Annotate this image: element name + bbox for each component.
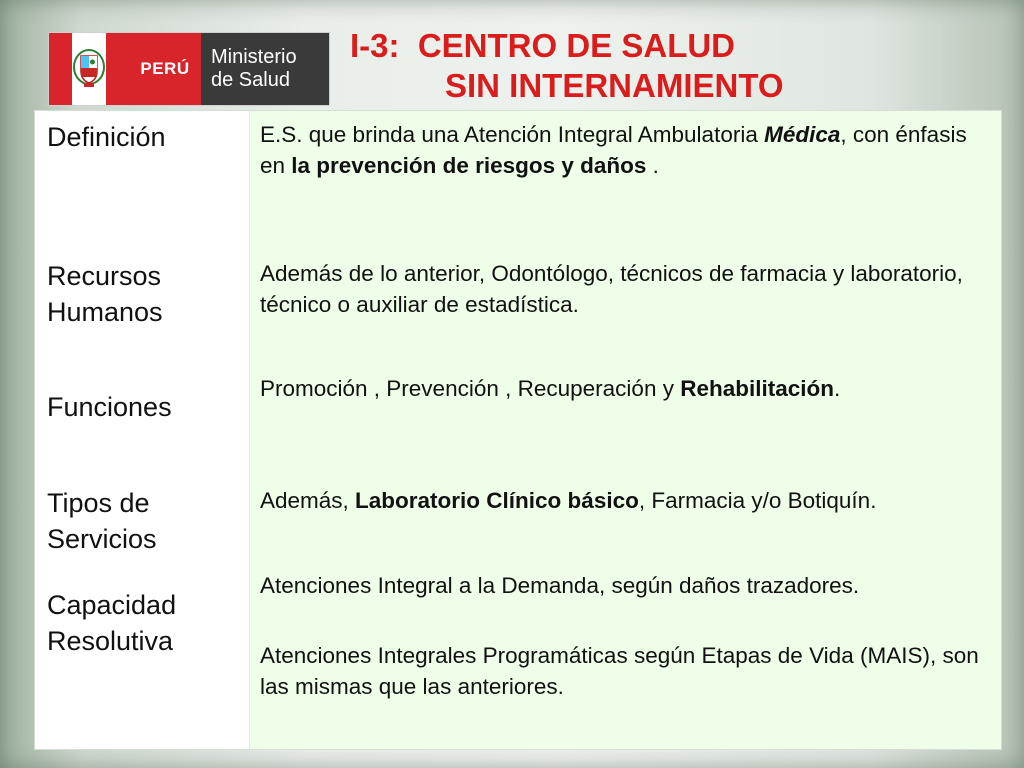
ministry-name bbox=[201, 33, 329, 105]
term-recursos-line-1: Recursos bbox=[47, 261, 162, 291]
term-capacidad-line-2: Resolutiva bbox=[47, 626, 174, 656]
desc-tipos-text-1: Además, bbox=[260, 488, 356, 513]
desc-definicion-text-1: E.S. que brinda una Atención Integral Ambulatoria bbox=[260, 122, 765, 147]
desc-funciones-text-2: . bbox=[834, 376, 841, 401]
peru-flag-emblem bbox=[49, 33, 129, 105]
country-label: PERÚ bbox=[129, 33, 201, 105]
title-line-1: I-3: CENTRO DE SALUD bbox=[350, 27, 736, 64]
ministry-line-1: Ministerio bbox=[211, 46, 297, 68]
term-capacidad-line-1: Capacidad bbox=[47, 590, 177, 620]
term-tipos-line-2: Servicios bbox=[47, 524, 157, 554]
desc-tipos-text-2: , Farmacia y/o Botiquín. bbox=[638, 488, 877, 513]
desc-funciones bbox=[260, 373, 990, 404]
desc-definicion-bold-2: la prevención de riesgos y daños bbox=[291, 153, 647, 178]
term-recursos-humanos bbox=[47, 258, 247, 330]
slide-title bbox=[350, 26, 910, 106]
term-tipos-line-1: Tipos de bbox=[47, 488, 150, 518]
desc-definicion-text-2: , con énfasis en bbox=[260, 122, 967, 178]
desc-recursos-humanos: Además de lo anterior, Odontólogo, técnicos de farmacia y laboratorio, técnico o auxiliar de estadística. bbox=[260, 261, 963, 317]
desc-capacidad-1: Atenciones Integral a la Demanda, según daños trazadores. bbox=[260, 573, 860, 598]
term-funciones: Funciones bbox=[47, 392, 172, 422]
ministry-logo bbox=[48, 32, 330, 106]
ministry-line-2: de Salud bbox=[211, 69, 290, 91]
desc-tipos-bold-1: Laboratorio Clínico básico bbox=[355, 488, 639, 513]
desc-funciones-text-1: Promoción , Prevención , Recuperación y bbox=[260, 376, 681, 401]
desc-definicion-text-3: . bbox=[646, 153, 659, 178]
term-tipos-de-servicios bbox=[47, 485, 247, 557]
desc-tipos-de-servicios bbox=[260, 485, 990, 516]
coat-of-arms-icon bbox=[72, 47, 106, 91]
term-definicion: Definición bbox=[47, 122, 166, 152]
desc-definicion bbox=[260, 119, 990, 181]
desc-definicion-bold-1: Médica bbox=[764, 122, 841, 147]
title-line-2: SIN INTERNAMIENTO bbox=[445, 67, 784, 104]
desc-funciones-bold-1: Rehabilitación bbox=[680, 376, 834, 401]
term-capacidad-resolutiva bbox=[47, 587, 247, 659]
info-table bbox=[34, 110, 1002, 750]
desc-capacidad-2: Atenciones Integrales Programáticas según Etapas de Vida (MAIS), son las mismas que las anteriores. bbox=[260, 643, 979, 699]
term-recursos-line-2: Humanos bbox=[47, 297, 163, 327]
